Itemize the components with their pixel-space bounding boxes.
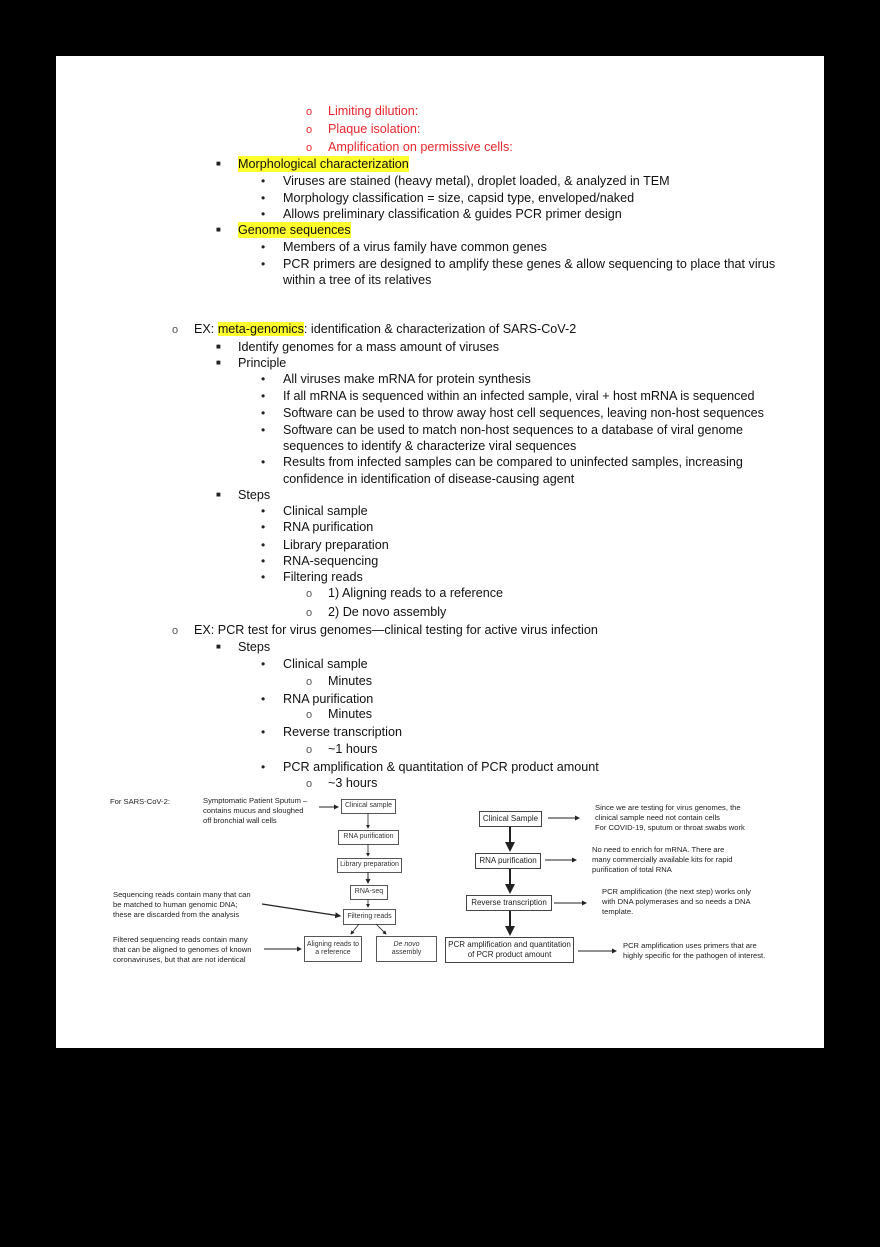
seq-note-line: be matched to human genomic DNA; xyxy=(113,900,238,909)
clinical-note-line: Since we are testing for virus genomes, the xyxy=(595,803,741,812)
filtered-note-line: that can be aligned to genomes of known xyxy=(113,945,252,954)
prefix-text: EX: xyxy=(194,322,218,336)
step-time: ~1 hours xyxy=(328,742,378,756)
sputum-note-line: off bronchial wall cells xyxy=(203,816,277,825)
rna-note-line: purification of total RNA xyxy=(592,865,672,874)
bullet-icon: • xyxy=(261,504,266,518)
box-label: RNA-seq xyxy=(354,888,384,896)
bullet-icon: • xyxy=(261,760,266,774)
step-item: RNA purification xyxy=(283,520,374,534)
clinical-note-line: For COVID-19, sputum or throat swabs work xyxy=(595,823,745,832)
bullet-icon: • xyxy=(261,240,266,254)
bullet-icon: • xyxy=(261,538,266,552)
step-item: RNA-sequencing xyxy=(283,554,379,568)
box-label: RNA purification xyxy=(343,833,394,841)
step-item: Filtering reads xyxy=(283,570,363,584)
bullet-icon: • xyxy=(261,406,266,420)
step-time: ~3 hours xyxy=(328,776,378,790)
list-item: PCR primers are designed to amplify these genes & allow sequencing to place that virus xyxy=(283,257,776,271)
list-item-continuation: within a tree of its relatives xyxy=(283,273,432,287)
heading-morphological: Morphological characterization xyxy=(238,157,409,171)
bullet-icon: • xyxy=(261,174,266,188)
bullet-icon: • xyxy=(261,657,266,671)
seq-note-line: Sequencing reads contain many that can xyxy=(113,890,251,899)
rt-note-line: PCR amplification (the next step) works only xyxy=(602,887,751,896)
list-item: Allows preliminary classification & guides PCR primer design xyxy=(283,207,622,221)
pcr-note-line: PCR amplification uses primers that are xyxy=(623,941,757,950)
seq-note-line: these are discarded from the analysis xyxy=(113,910,240,919)
highlighted-term: meta-genomics xyxy=(217,322,304,336)
heading-genome-sequences: Genome sequences xyxy=(238,223,351,237)
box-label: a reference xyxy=(315,949,351,956)
list-item-amplification: Amplification on permissive cells: xyxy=(328,140,513,154)
rt-note-line: with DNA polymerases and so needs a DNA xyxy=(602,897,751,906)
bullet-icon: • xyxy=(261,570,266,584)
list-item: If all mRNA is sequenced within an infected sample, viral + host mRNA is sequenced xyxy=(283,389,755,403)
box-label: Library preparation xyxy=(340,861,399,869)
circle-bullet-icon: o xyxy=(306,106,313,118)
bullet-icon: • xyxy=(261,389,266,403)
step-item: Clinical sample xyxy=(283,657,368,671)
principle-label: Principle xyxy=(238,356,287,370)
list-item: All viruses make mRNA for protein synthesis xyxy=(283,372,531,386)
step-item: Clinical sample xyxy=(283,504,368,518)
square-bullet-icon: ■ xyxy=(216,490,221,499)
bullet-icon: • xyxy=(261,257,266,271)
bullet-icon: • xyxy=(261,372,266,386)
box-label: PCR amplification and quantitation xyxy=(448,940,571,949)
box-label: Filtering reads xyxy=(347,912,392,920)
list-item: Software can be used to match non-host sequences to a database of viral genome xyxy=(283,423,743,437)
bullet-icon: • xyxy=(261,725,266,739)
sputum-note-line: Symptomatic Patient Sputum – xyxy=(203,796,308,805)
step-time: Minutes xyxy=(328,707,373,721)
square-bullet-icon: ■ xyxy=(216,642,221,651)
rna-note-line: many commercially available kits for rapid xyxy=(592,855,733,864)
list-item: Morphology classification = size, capsid type, enveloped/naked xyxy=(283,191,635,205)
steps-label: Steps xyxy=(238,488,271,502)
box-label: Reverse transcription xyxy=(471,898,547,907)
box-label: Aligning reads to xyxy=(306,940,360,948)
flowchart-arrows xyxy=(56,56,824,1048)
step-item: Reverse transcription xyxy=(283,725,402,739)
filtered-note-line: Filtered sequencing reads contain many xyxy=(113,935,248,944)
step-item: Library preparation xyxy=(283,538,389,552)
square-bullet-icon: ■ xyxy=(216,358,221,367)
circle-bullet-icon: o xyxy=(306,744,313,756)
square-bullet-icon: ■ xyxy=(216,225,221,234)
box-label: De novo xyxy=(393,940,420,948)
list-item: Software can be used to throw away host cell sequences, leaving non-host sequences xyxy=(283,406,764,420)
bullet-icon: • xyxy=(261,455,266,469)
substep-item: 1) Aligning reads to a reference xyxy=(328,586,504,600)
list-item: Identify genomes for a mass amount of viruses xyxy=(238,340,500,354)
list-item-continuation: confidence in identification of disease-causing agent xyxy=(283,472,575,486)
bullet-icon: • xyxy=(261,423,266,437)
list-item: Viruses are stained (heavy metal), droplet loaded, & analyzed in TEM xyxy=(283,174,670,188)
box-label: Clinical Sample xyxy=(482,814,539,823)
bullet-icon: • xyxy=(261,191,266,205)
circle-bullet-icon: o xyxy=(306,778,313,790)
square-bullet-icon: ■ xyxy=(216,342,221,351)
bullet-icon: • xyxy=(261,207,266,221)
bullet-icon: • xyxy=(261,554,266,568)
list-item: Members of a virus family have common genes xyxy=(283,240,547,254)
circle-bullet-icon: o xyxy=(306,142,313,154)
document-page xyxy=(56,56,824,1048)
circle-bullet-icon: o xyxy=(172,625,179,637)
rt-note-line: template. xyxy=(602,907,634,916)
box-label: of PCR product amount xyxy=(467,950,552,959)
step-item: RNA purification xyxy=(283,692,374,706)
step-item: PCR amplification & quantitation of PCR product amount xyxy=(283,760,599,774)
box-label: assembly xyxy=(391,949,422,956)
circle-bullet-icon: o xyxy=(306,709,313,721)
bullet-icon: • xyxy=(261,692,266,706)
pcr-note-line: highly specific for the pathogen of interest. xyxy=(623,951,766,960)
circle-bullet-icon: o xyxy=(306,588,313,600)
box-label: Clinical sample xyxy=(344,802,393,810)
list-item-plaque-isolation: Plaque isolation: xyxy=(328,122,421,136)
filtered-note-line: coronaviruses, but that are not identical xyxy=(113,955,246,964)
substep-item: 2) De novo assembly xyxy=(328,605,447,619)
circle-bullet-icon: o xyxy=(306,124,313,136)
circle-bullet-icon: o xyxy=(172,324,179,336)
steps-label: Steps xyxy=(238,640,271,654)
bullet-icon: • xyxy=(261,520,266,534)
figure-heading: For SARS-CoV-2: xyxy=(110,797,170,806)
list-item: Results from infected samples can be compared to uninfected samples, increasing xyxy=(283,455,743,469)
step-time: Minutes xyxy=(328,674,373,688)
list-item-continuation: sequences to identify & characterize viral sequences xyxy=(283,439,577,453)
square-bullet-icon: ■ xyxy=(216,159,221,168)
suffix-text: : identification & characterization of SARS-CoV-2 xyxy=(303,322,577,336)
list-item-limiting-dilution: Limiting dilution: xyxy=(328,104,419,118)
circle-bullet-icon: o xyxy=(306,676,313,688)
sputum-note-line: contains mucus and sloughed xyxy=(203,806,304,815)
rna-note-line: No need to enrich for mRNA. There are xyxy=(592,845,725,854)
heading-pcr-test: EX: PCR test for virus genomes—clinical testing for active virus infection xyxy=(194,623,598,637)
circle-bullet-icon: o xyxy=(306,607,313,619)
clinical-note-line: clinical sample need not contain cells xyxy=(595,813,720,822)
box-label: RNA purification xyxy=(479,856,537,865)
